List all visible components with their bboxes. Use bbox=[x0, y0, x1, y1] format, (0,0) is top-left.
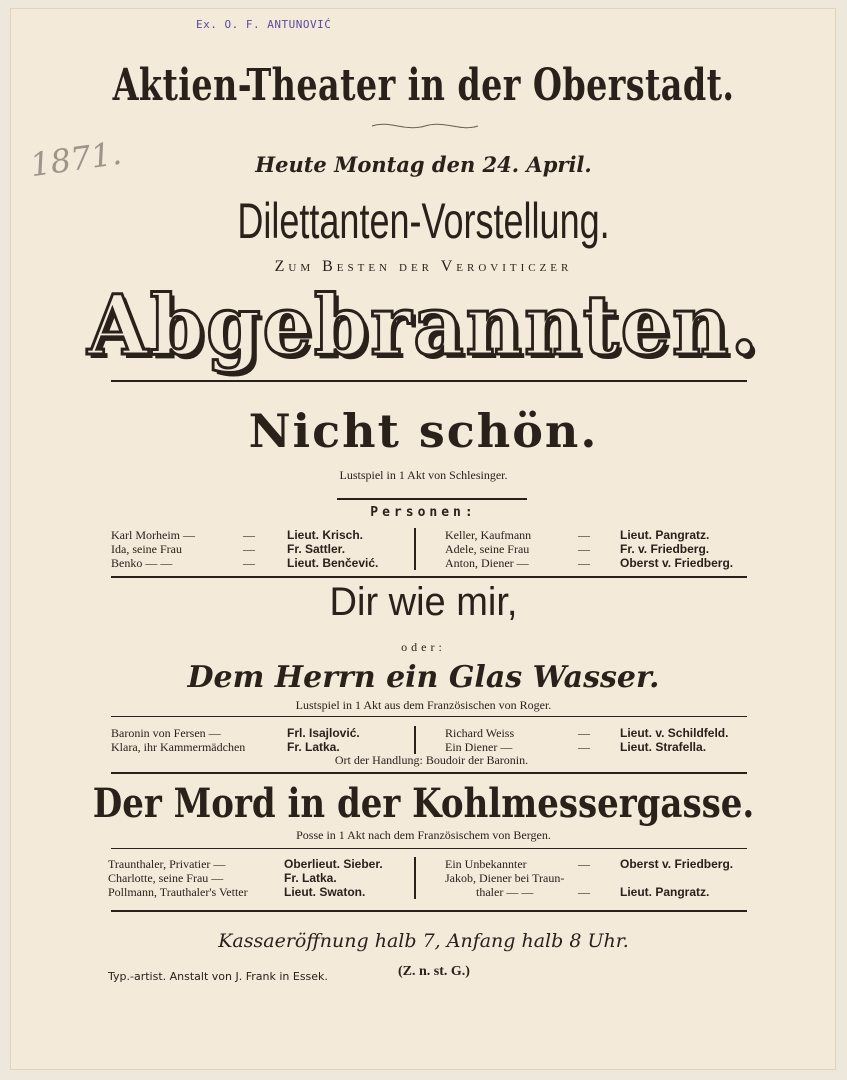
column-divider bbox=[414, 528, 416, 570]
cast-actor: Lieut. Benčević. bbox=[287, 556, 379, 570]
cast-actor: Lieut. Swaton. bbox=[284, 885, 366, 899]
cast-actor: Oberst v. Friedberg. bbox=[620, 857, 734, 871]
cast-actor: Lieut. Krisch. bbox=[287, 528, 364, 542]
event-title: Dilettanten-Vorstellung. bbox=[237, 193, 610, 249]
column-divider bbox=[414, 726, 416, 754]
cast-row: Ida, seine Frau bbox=[111, 542, 182, 556]
cast-role: Charlotte, seine Frau — bbox=[108, 871, 224, 885]
cast-dash: — bbox=[578, 740, 590, 754]
divider bbox=[111, 576, 747, 578]
theatre-heading: Aktien-Theater in der Oberstadt. bbox=[112, 60, 735, 111]
play1-title: Nicht schön. bbox=[248, 404, 599, 458]
cast-actor: Fr. Sattler. bbox=[287, 542, 346, 556]
benefit-word: Abgebrannten. bbox=[87, 278, 760, 374]
cast-actor: Frl. Isajlović. bbox=[287, 726, 360, 740]
column-divider bbox=[414, 857, 416, 899]
divider bbox=[337, 498, 527, 500]
flourish-ornament bbox=[370, 120, 480, 132]
cast-dash: — bbox=[243, 542, 255, 556]
divider bbox=[111, 848, 747, 849]
cast-row: Adele, seine Frau bbox=[445, 542, 530, 556]
cast-role: Klara, ihr Kammermädchen bbox=[111, 740, 246, 754]
personen-label: Personen: bbox=[370, 505, 477, 520]
cast-role: thaler — — bbox=[476, 885, 534, 899]
cast-dash: — bbox=[578, 556, 590, 570]
owner-stamp: Ex. O. F. ANTUNOVIĆ bbox=[196, 18, 332, 31]
cast-role: Baronin von Fersen — bbox=[111, 726, 221, 740]
cast-role: Pollmann, Trauthaler's Vetter bbox=[108, 885, 248, 899]
cast-dash: — bbox=[578, 885, 590, 899]
cast-actor: Fr. v. Friedberg. bbox=[620, 542, 710, 556]
divider bbox=[111, 716, 747, 717]
cast-actor: Fr. Latka. bbox=[287, 740, 340, 754]
cast-dash: — bbox=[578, 857, 590, 871]
cast-actor: Oberst v. Friedberg. bbox=[620, 556, 734, 570]
cast-actor: Lieut. Pangratz. bbox=[620, 528, 710, 542]
cast-actor: Lieut. v. Schildfeld. bbox=[620, 726, 729, 740]
play2-title: Dir wie mir, bbox=[329, 580, 518, 624]
cast-role: Ein Unbekannter bbox=[445, 857, 527, 871]
divider bbox=[111, 380, 747, 382]
cast-dash: — bbox=[243, 528, 255, 542]
cast-role: Ein Diener — bbox=[445, 740, 513, 754]
date-line: Heute Montag den 24. April. bbox=[255, 152, 592, 177]
divider bbox=[111, 910, 747, 912]
cast-row: Benko — — bbox=[111, 556, 173, 570]
play2-oder: oder: bbox=[401, 640, 446, 654]
cast-row: Anton, Diener — bbox=[445, 556, 529, 570]
cast-actor: Lieut. Strafella. bbox=[620, 740, 707, 754]
cast-role: Traunthaler, Privatier — bbox=[108, 857, 226, 871]
cast-dash: — bbox=[578, 542, 590, 556]
censor-mark: (Z. n. st. G.) bbox=[398, 964, 470, 979]
opening-times: Kassaeröffnung halb 7, Anfang halb 8 Uhr. bbox=[218, 930, 629, 952]
play2-alt-title: Dem Herrn ein Glas Wasser. bbox=[187, 660, 660, 695]
cast-role: Jakob, Diener bei Traun- bbox=[445, 871, 565, 885]
cast-dash: — bbox=[578, 528, 590, 542]
cast-actor: Oberlieut. Sieber. bbox=[284, 857, 383, 871]
play3-subtitle: Posse in 1 Akt nach dem Französischem von Bergen. bbox=[296, 828, 551, 842]
benefit-line: Zum Besten der Veroviticzer bbox=[274, 258, 573, 275]
cast-dash: — bbox=[243, 556, 255, 570]
play2-place: Ort der Handlung: Boudoir der Baronin. bbox=[334, 753, 529, 767]
pencil-note: 1871. bbox=[27, 133, 124, 185]
cast-role: Richard Weiss bbox=[445, 726, 515, 740]
play3-title: Der Mord in der Kohlmessergasse. bbox=[92, 780, 755, 827]
cast-row: Keller, Kaufmann bbox=[445, 528, 532, 542]
cast-actor: Lieut. Pangratz. bbox=[620, 885, 710, 899]
cast-row: Karl Morheim — bbox=[111, 528, 195, 542]
play2-subtitle: Lustspiel in 1 Akt aus dem Französischen von Roger. bbox=[295, 698, 552, 712]
cast-actor: Fr. Latka. bbox=[284, 871, 337, 885]
divider bbox=[111, 772, 747, 774]
play1-subtitle: Lustspiel in 1 Akt von Schlesinger. bbox=[339, 468, 508, 482]
cast-dash: — bbox=[578, 726, 590, 740]
printer-line: Typ.-artist. Anstalt von J. Frank in Essek. bbox=[108, 970, 328, 983]
